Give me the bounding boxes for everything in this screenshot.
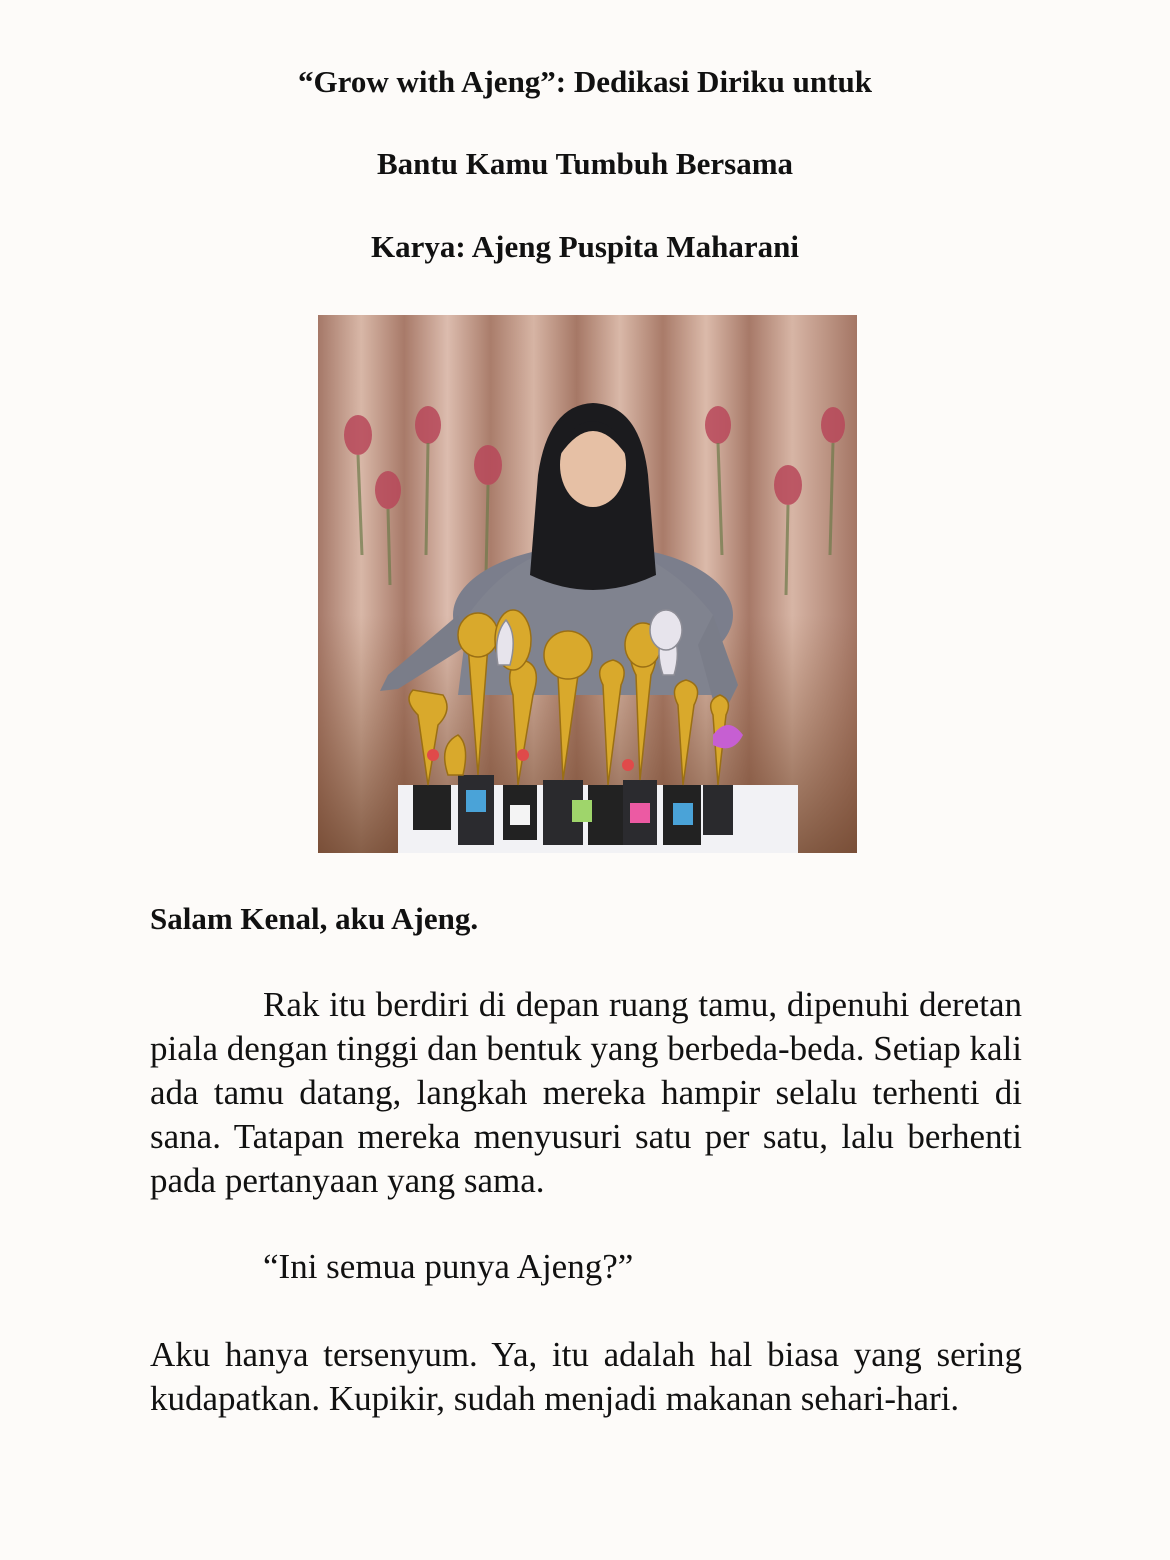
author-line: Karya: Ajeng Puspita Maharani: [371, 229, 799, 264]
greeting-heading: Salam Kenal, aku Ajeng.: [150, 901, 479, 936]
photo-illustration: [318, 315, 857, 853]
body-paragraph-1: Rak itu berdiri di depan ruang tamu, dipenuhi deretan piala dengan tinggi dan bentuk yang berbeda-beda. Setiap kali ada tamu datang, langkah mereka hampir selalu terhenti di sana. Tatapan mereka menyusuri satu per satu, lalu berhenti pada pertanyaan yang sama.: [150, 985, 1022, 1200]
document-title-line-1: “Grow with Ajeng”: Dedikasi Diriku untuk: [298, 64, 872, 99]
document-title-line-2: Bantu Kamu Tumbuh Bersama: [376, 146, 794, 181]
author-trophies-photo: [318, 315, 857, 853]
body-paragraph-3: Aku hanya tersenyum. Ya, itu adalah hal biasa yang sering kudapatkan. Kupikir, sudah menjadi makanan sehari-hari.: [150, 1335, 1022, 1418]
body-paragraph-2-quote: “Ini semua punya Ajeng?”: [263, 1247, 634, 1286]
